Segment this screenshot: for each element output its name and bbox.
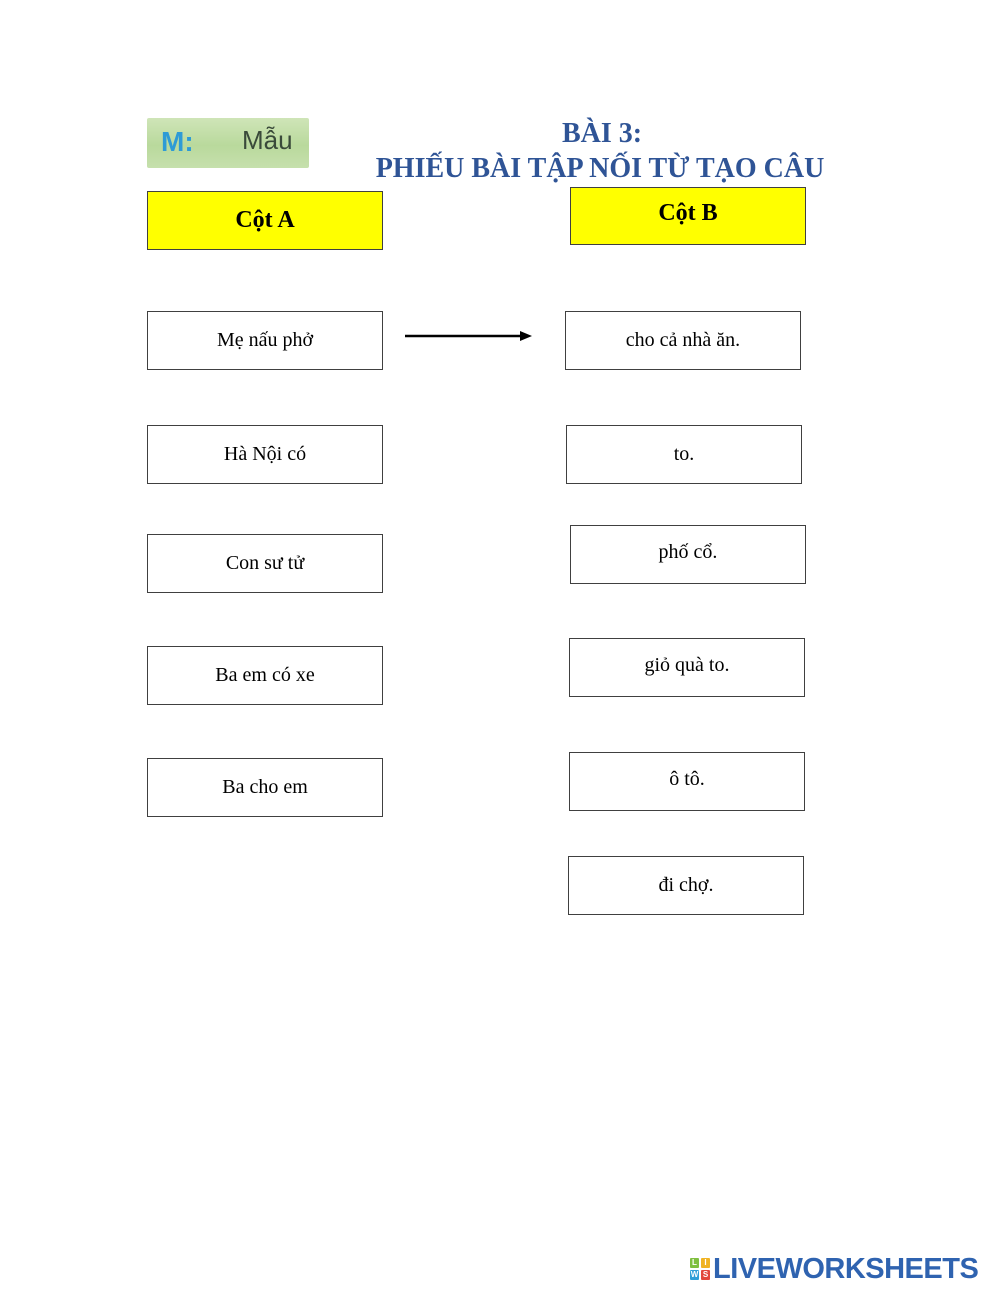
- column-b-item[interactable]: [570, 525, 806, 584]
- column-b-item-text: phố cổ.: [658, 541, 718, 563]
- column-b-item[interactable]: [566, 425, 802, 484]
- column-b-header: [570, 187, 806, 245]
- column-b-item-text: giỏ quà to.: [644, 654, 730, 676]
- column-a-item-text: Ba cho em: [222, 776, 308, 798]
- sample-badge-word: Mẫu: [242, 125, 293, 155]
- column-a-item-text: Ba em có xe: [215, 664, 315, 686]
- column-a-item-text: Con sư tử: [225, 552, 305, 574]
- liveworksheets-logo-icon: L I W S: [690, 1258, 709, 1279]
- worksheet-title-line-1: BÀI 3:: [561, 118, 643, 149]
- liveworksheets-logo[interactable]: [690, 1254, 978, 1284]
- arrow-right-icon: [404, 326, 534, 346]
- column-a-item[interactable]: [147, 534, 383, 593]
- column-b-item[interactable]: [568, 856, 804, 915]
- column-a-item[interactable]: [147, 646, 383, 705]
- column-a-item-text: Mẹ nấu phở: [216, 329, 314, 351]
- column-b-item-text: ô tô.: [669, 768, 705, 790]
- column-a-item-text: Hà Nội có: [223, 443, 307, 465]
- column-b-item-text: đi chợ.: [658, 874, 714, 896]
- sample-badge-prefix: M:: [161, 126, 194, 157]
- column-a-item[interactable]: [147, 758, 383, 817]
- column-a-item[interactable]: [147, 425, 383, 484]
- column-a-header: [147, 191, 383, 250]
- sample-badge: [147, 118, 309, 168]
- column-b-item-text: to.: [673, 443, 695, 465]
- column-b-item[interactable]: [569, 752, 805, 811]
- column-b-item[interactable]: [569, 638, 805, 697]
- column-a-item[interactable]: [147, 311, 383, 370]
- column-a-header-label: Cột A: [235, 207, 295, 233]
- column-b-header-label: Cột B: [658, 199, 718, 226]
- column-b-item[interactable]: [565, 311, 801, 370]
- liveworksheets-logo-text: LIVEWORKSHEETS: [713, 1253, 979, 1285]
- column-b-item-text: cho cả nhà ăn.: [625, 329, 741, 351]
- worksheet-title-line-2: PHIẾU BÀI TẬP NỐI TỪ TẠO CÂU: [375, 153, 825, 184]
